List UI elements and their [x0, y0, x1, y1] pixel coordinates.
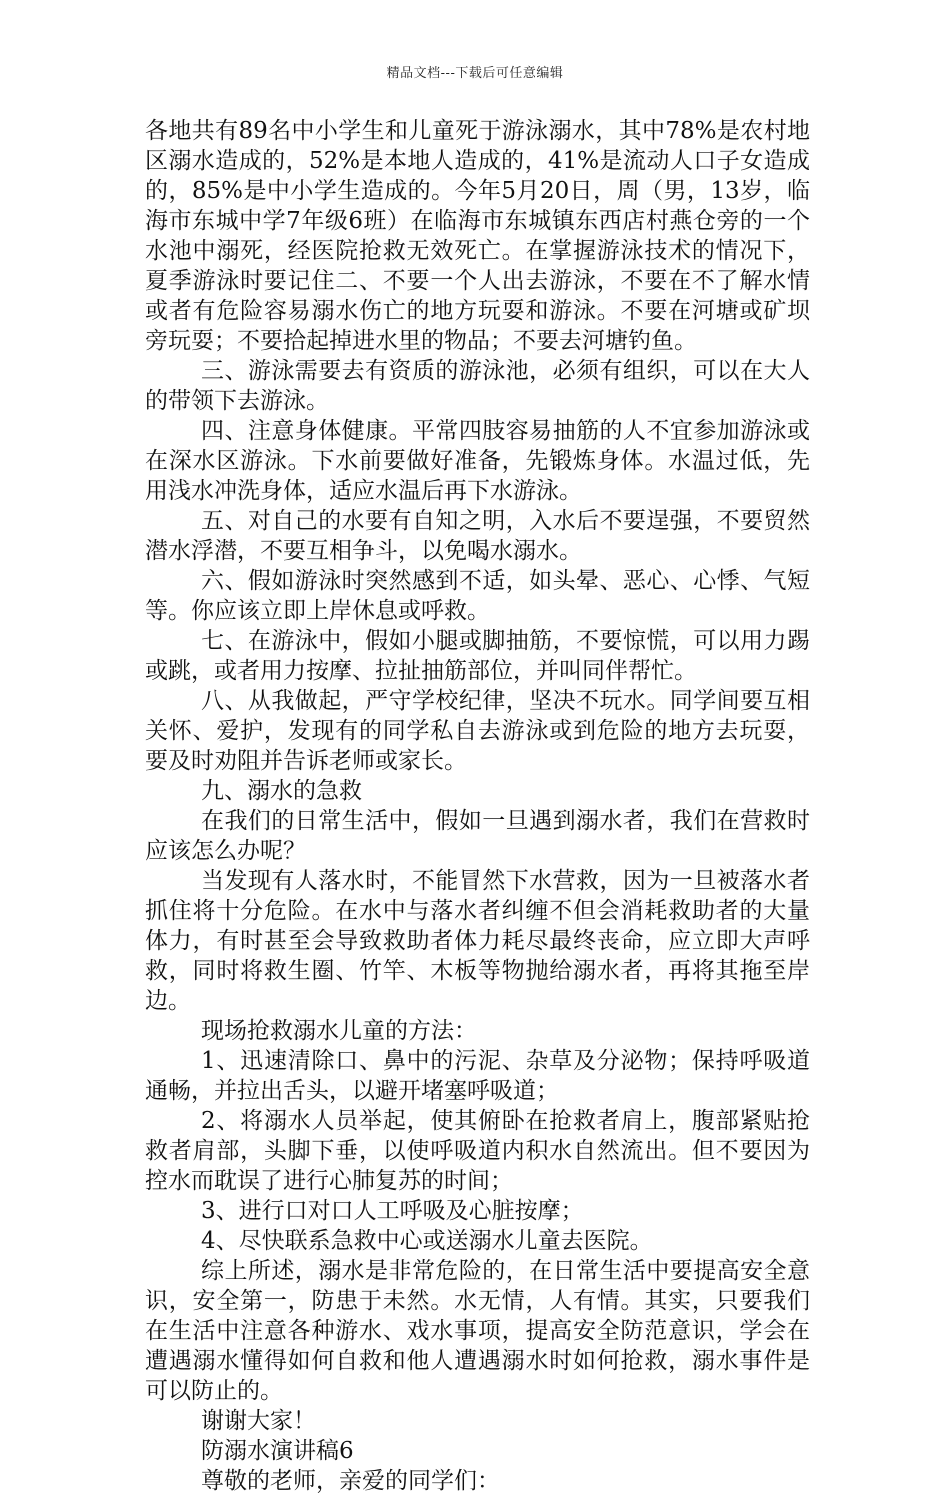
paragraph-item-7: 七、在游泳中，假如小腿或脚抽筋，不要惊慌，可以用力踢或跳，或者用力按摩、拉扯抽筋部位，并叫同伴帮忙。 — [145, 628, 810, 684]
document-body — [145, 116, 810, 1496]
section-heading-first-aid: 九、溺水的急救 — [201, 778, 362, 804]
paragraph-rescue: 当发现有人落水时，不能冒然下水营救，因为一旦被落水者抓住将十分危险。在水中与落水者纠缠不但会消耗救助者的大量体力，有时甚至会导致救助者体力耗尽最终丧命，应立即大声呼救，同时将救生圈、竹竿、木板等物抛给溺水者，再将其拖至岸边。 — [145, 868, 810, 1014]
paragraph-item-5: 五、对自己的水要有自知之明，入水后不要逞强，不要贸然潜水浮潜，不要互相争斗，以免喝水溺水。 — [145, 508, 810, 564]
speech-title: 防溺水演讲稿6 — [201, 1438, 354, 1464]
speech-salutation: 尊敬的老师，亲爱的同学们： — [201, 1468, 500, 1494]
paragraph-method-2: 2、将溺水人员举起，使其俯卧在抢救者肩上，腹部紧贴抢救者肩部，头脚下垂，以使呼吸道内积水自然流出。但不要因为控水而耽误了进行心肺复苏的时间； — [145, 1108, 810, 1194]
paragraph-thanks: 谢谢大家！ — [201, 1408, 316, 1434]
page-header: 精品文档---下载后可任意编辑 — [386, 66, 564, 81]
paragraph-question: 在我们的日常生活中，假如一旦遇到溺水者，我们在营救时应该怎么办呢？ — [145, 808, 810, 864]
paragraph-item-4: 四、注意身体健康。平常四肢容易抽筋的人不宜参加游泳或在深水区游泳。下水前要做好准备，先锻炼身体。水温过低，先用浅水冲洗身体，适应水温后再下水游泳。 — [145, 418, 810, 504]
paragraph-methods-heading: 现场抢救溺水儿童的方法： — [201, 1018, 477, 1044]
paragraph-method-3: 3、进行口对口人工呼吸及心脏按摩； — [201, 1198, 584, 1224]
paragraph-intro: 各地共有89名中小学生和儿童死于游泳溺水，其中78%是农村地区溺水造成的，52%是本地人造成的，41%是流动人口子女造成的，85%是中小学生造成的。今年5月20日，周（男，13岁，临海市东城中学7年级6班）在临海市东城镇东西店村燕仓旁的一个水池中溺死，经医院抢救无效死亡。在掌握游泳技术的情况下，夏季游泳时要记住二、不要一个人出去游泳，不要在不了解水情或者有危险容易溺水伤亡的地方玩耍和游泳。不要在河塘或矿坝旁玩耍；不要拾起掉进水里的物品；不要去河塘钓鱼。 — [145, 118, 810, 354]
paragraph-conclusion: 综上所述，溺水是非常危险的，在日常生活中要提高安全意识，安全第一，防患于未然。水无情，人有情。其实，只要我们在生活中注意各种游水、戏水事项，提高安全防范意识，学会在遭遇溺水懂得如何自救和他人遭遇溺水时如何抢救，溺水事件是可以防止的。 — [145, 1258, 810, 1404]
paragraph-method-1: 1、迅速清除口、鼻中的污泥、杂草及分泌物；保持呼吸道通畅，并拉出舌头，以避开堵塞呼吸道； — [145, 1048, 810, 1104]
paragraph-method-4: 4、尽快联系急救中心或送溺水儿童去医院。 — [201, 1228, 653, 1254]
paragraph-item-6: 六、假如游泳时突然感到不适，如头晕、恶心、心悸、气短等。你应该立即上岸休息或呼救。 — [145, 568, 810, 624]
paragraph-item-8: 八、从我做起，严守学校纪律，坚决不玩水。同学间要互相关怀、爱护，发现有的同学私自去游泳或到危险的地方去玩耍，要及时劝阻并告诉老师或家长。 — [145, 688, 810, 774]
paragraph-item-3: 三、游泳需要去有资质的游泳池，必须有组织，可以在大人的带领下去游泳。 — [145, 358, 810, 414]
